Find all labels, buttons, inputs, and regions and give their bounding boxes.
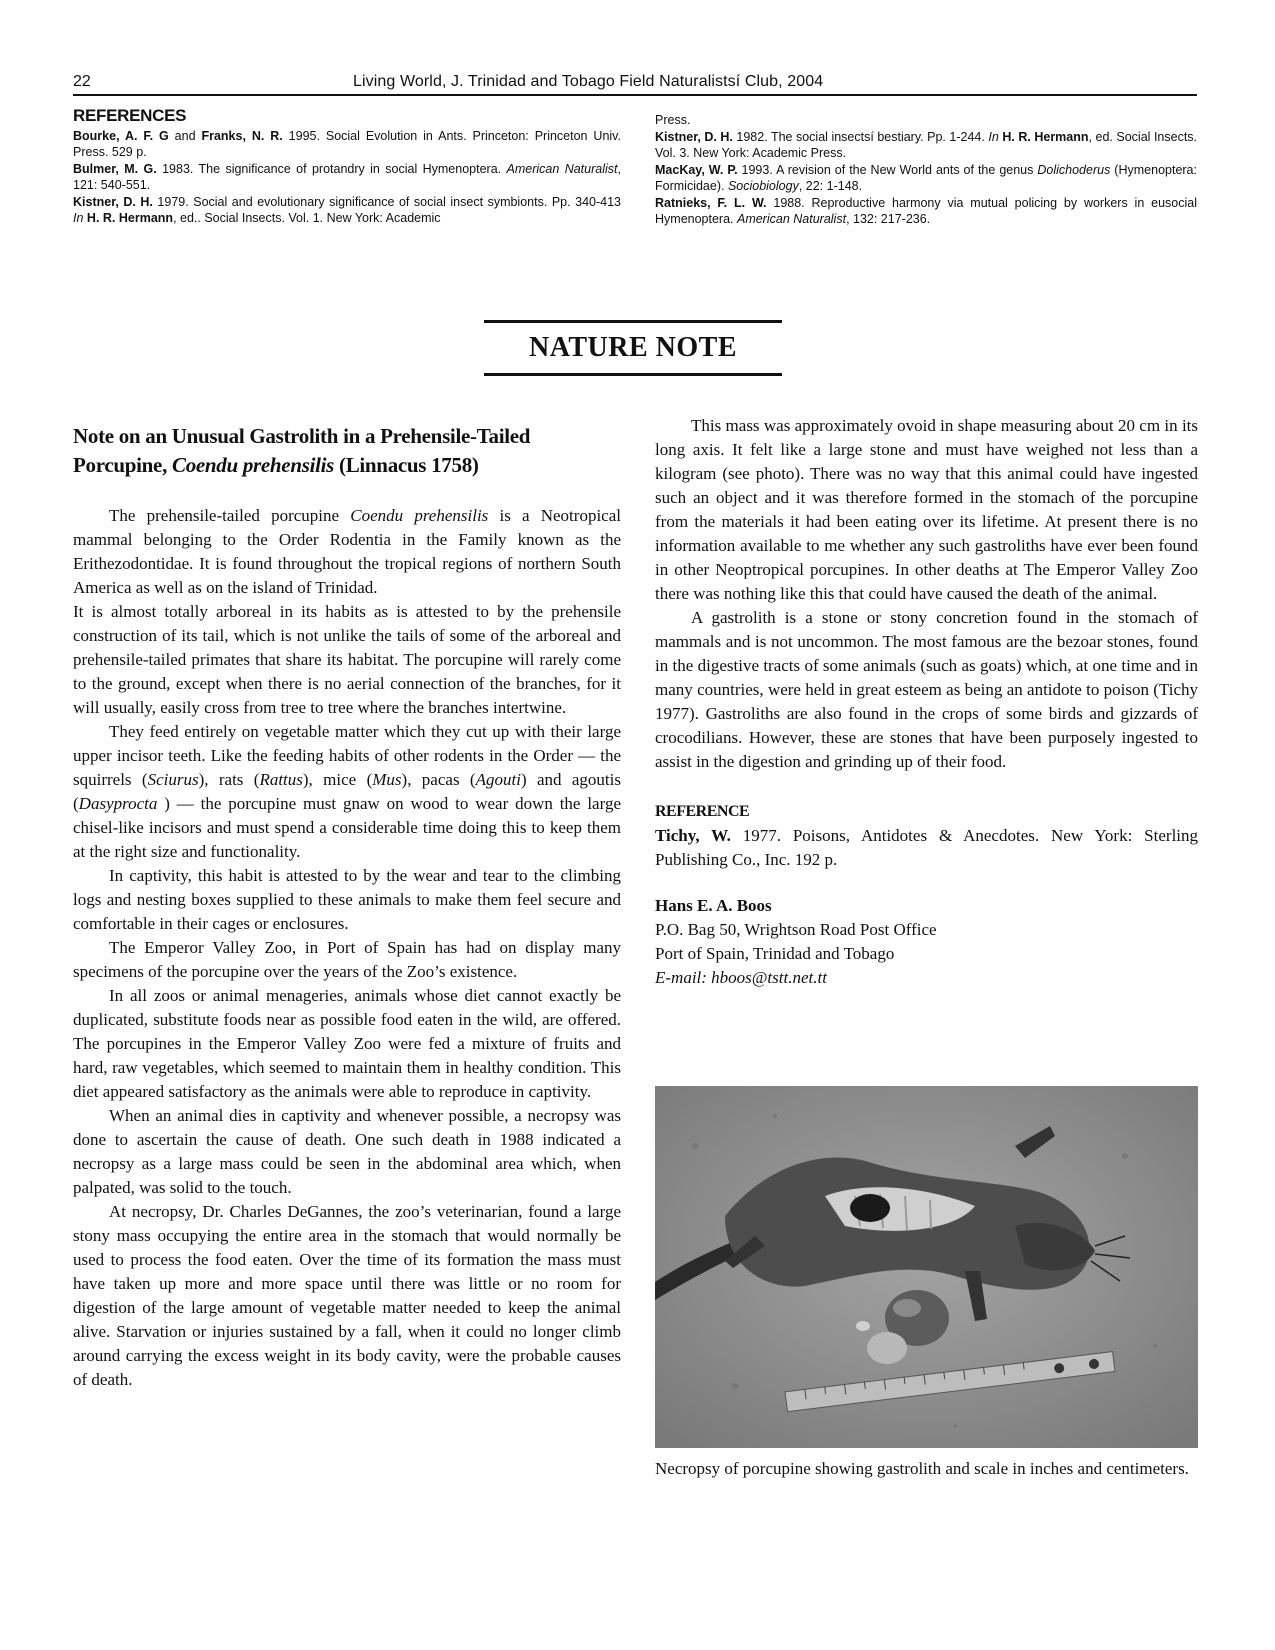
reference-entry: Bourke, A. F. G and Franks, N. R. 1995. Social Evolution in Ants. Princeton: Princeton Univ. Press. 529 p.	[73, 128, 621, 159]
paragraph: The Emperor Valley Zoo, in Port of Spain has had on display many specimens of the porcupine over the years of the Zoo’s existence.	[73, 938, 621, 981]
reference-entry: MacKay, W. P. 1993. A revision of the New World ants of the genus Dolichoderus (Hymenoptera: Formicidae). Sociobiology, 22: 1-148.	[655, 162, 1197, 193]
paragraph: At necropsy, Dr. Charles DeGannes, the zoo’s veterinarian, found a large stony mass occupying the entire area in the stomach that would normally be used to process the food eaten. Over the time of its formation the mass must have taken up more and more space until there was little or no room for digestion of the large amount of vegetable matter needed to keep the animal alive. Starvation or injuries sustained by a fall, when it could no longer climb around carrying the excess weight in its body cavity, were the probable causes of death.	[73, 1202, 621, 1389]
paragraph: It is almost totally arboreal in its habits as is attested to by the prehensile construction of its tail, which is not unlike the tails of some of the arboreal and prehensile-tailed primates that share its habitat. The porcupine will rarely come to the ground, except when there is no aerial connection of the branches, for it will usually, easily cross from tree to tree where the branches intertwine.	[73, 602, 621, 717]
reference-entry: Ratnieks, F. L. W. 1988. Reproductive harmony via mutual policing by workers in eusocial Hymenoptera. American Naturalist, 132: 217-236.	[655, 195, 1197, 226]
reference-entry: Press.	[655, 113, 691, 127]
reference-entry: Tichy, W. 1977. Poisons, Antidotes & Anecdotes. New York: Sterling Publishing Co., Inc. 192 p.	[655, 826, 1199, 869]
necropsy-photo	[655, 1086, 1198, 1448]
article-title	[73, 422, 621, 480]
reference-entry: Kistner, D. H. 1982. The social insectsí bestiary. Pp. 1-244. In H. R. Hermann, ed. Social Insects. Vol. 3. New York: Academic Press.	[655, 129, 1198, 160]
reference-heading: REFERENCE	[655, 803, 750, 820]
reference-entry: Bulmer, M. G. 1983. The significance of protandry in social Hymenoptera. American Naturalist, 121: 540-551.	[73, 161, 621, 192]
figure-caption: Necropsy of porcupine showing gastrolith and scale in inches and centimeters.	[655, 1459, 1189, 1478]
journal-title: Living World, J. Trinidad and Tobago Field Naturalistsí Club, 2004	[353, 73, 824, 90]
paragraph: When an animal dies in captivity and whenever possible, a necropsy was done to ascertain the cause of death. One such death in 1988 indicated a necropsy as a large mass could be seen in the abdominal area which, when palpated, was solid to the touch.	[73, 1106, 621, 1197]
paragraph: In all zoos or animal menageries, animals whose diet cannot exactly be duplicated, substitute foods near as possible food eaten in the wild, are offered. The porcupines in the Emperor Valley Zoo were fed a mixture of fruits and hard, raw vegetables, which seemed to maintain them in healthy condition. This diet appeared satisfactory as the animals were able to reproduce in captivity.	[73, 986, 621, 1101]
references-right-column	[655, 112, 1197, 228]
paragraph: The prehensile-tailed porcupine Coendu prehensilis is a Neotropical mammal belonging to the Order Rodentia in the Family known as the Erithezodontidae. It is found throughout the tropical regions of northern South America as well as on the island of Trinidad.	[73, 506, 621, 597]
author-email: E-mail: hboos@tstt.net.tt	[655, 968, 827, 987]
author-address: P.O. Bag 50, Wrightson Road Post Office	[655, 920, 937, 939]
section-title: NATURE NOTE	[528, 332, 737, 363]
page-number: 22	[73, 73, 91, 90]
author-block	[655, 894, 1198, 990]
article-left-column	[73, 504, 621, 1392]
article-title-line: Note on an Unusual Gastrolith in a Prehensile-Tailed	[73, 424, 531, 448]
author-address: Port of Spain, Trinidad and Tobago	[655, 944, 895, 963]
running-header	[73, 72, 1197, 96]
paragraph: This mass was approximately ovoid in shape measuring about 20 cm in its long axis. It felt like a large stone and must have weighed not less than a kilogram (see photo). There was no way that this animal could have ingested such an object and it was therefore formed in the stomach of the porcupine from the materials it had been eating over its lifetime. At present there is no information available to me whether any such gastroliths have ever been found in other Neoptropical porcupines. In other deaths at The Emperor Valley Zoo there was nothing like this that could have caused the death of the animal.	[655, 416, 1198, 603]
paragraph: They feed entirely on vegetable matter which they cut up with their large upper incisor teeth. Like the feeding habits of other rodents in the Order — the squirrels (Sciurus), rats (Rattus), mice (Mus), pacas (Agouti) and agoutis (Dasyprocta ) — the porcupine must gnaw on wood to wear down the large chisel-like incisors and must spend a considerable time doing this to keep them at the right size and functionality.	[73, 722, 621, 861]
paragraph: In captivity, this habit is attested to by the wear and tear to the climbing logs and nesting boxes supplied to these animals to make them feel secure and comfortable in their cages or enclosures.	[73, 866, 621, 933]
author-name: Hans E. A. Boos	[655, 896, 772, 915]
paragraph: A gastrolith is a stone or stony concretion found in the stomach of mammals and is not uncommon. The most famous are the bezoar stones, found in the digestive tracts of some animals (such as goats) which, at one time and in many countries, were held in great esteem as being an antidote to poison (Tichy 1977). Gastroliths are also found in the crops of some birds and gizzards of crocodilians. However, these are stones that have been purposely ingested to assist in the digestion and grinding up of their food.	[655, 608, 1198, 771]
article-right-column	[655, 414, 1198, 990]
article-title-line: Porcupine, Coendu prehensilis (Linnacus 1758)	[73, 453, 479, 477]
references-left-column	[73, 108, 621, 227]
references-heading: REFERENCES	[73, 106, 187, 125]
nature-note-banner	[484, 320, 782, 376]
reference-entry: Kistner, D. H. 1979. Social and evolutionary significance of social insect symbionts. Pp. 340-413 In H. R. Hermann, ed.. Social Insects. Vol. 1. New York: Academic	[73, 194, 622, 225]
necropsy-photo-image	[655, 1086, 1198, 1448]
